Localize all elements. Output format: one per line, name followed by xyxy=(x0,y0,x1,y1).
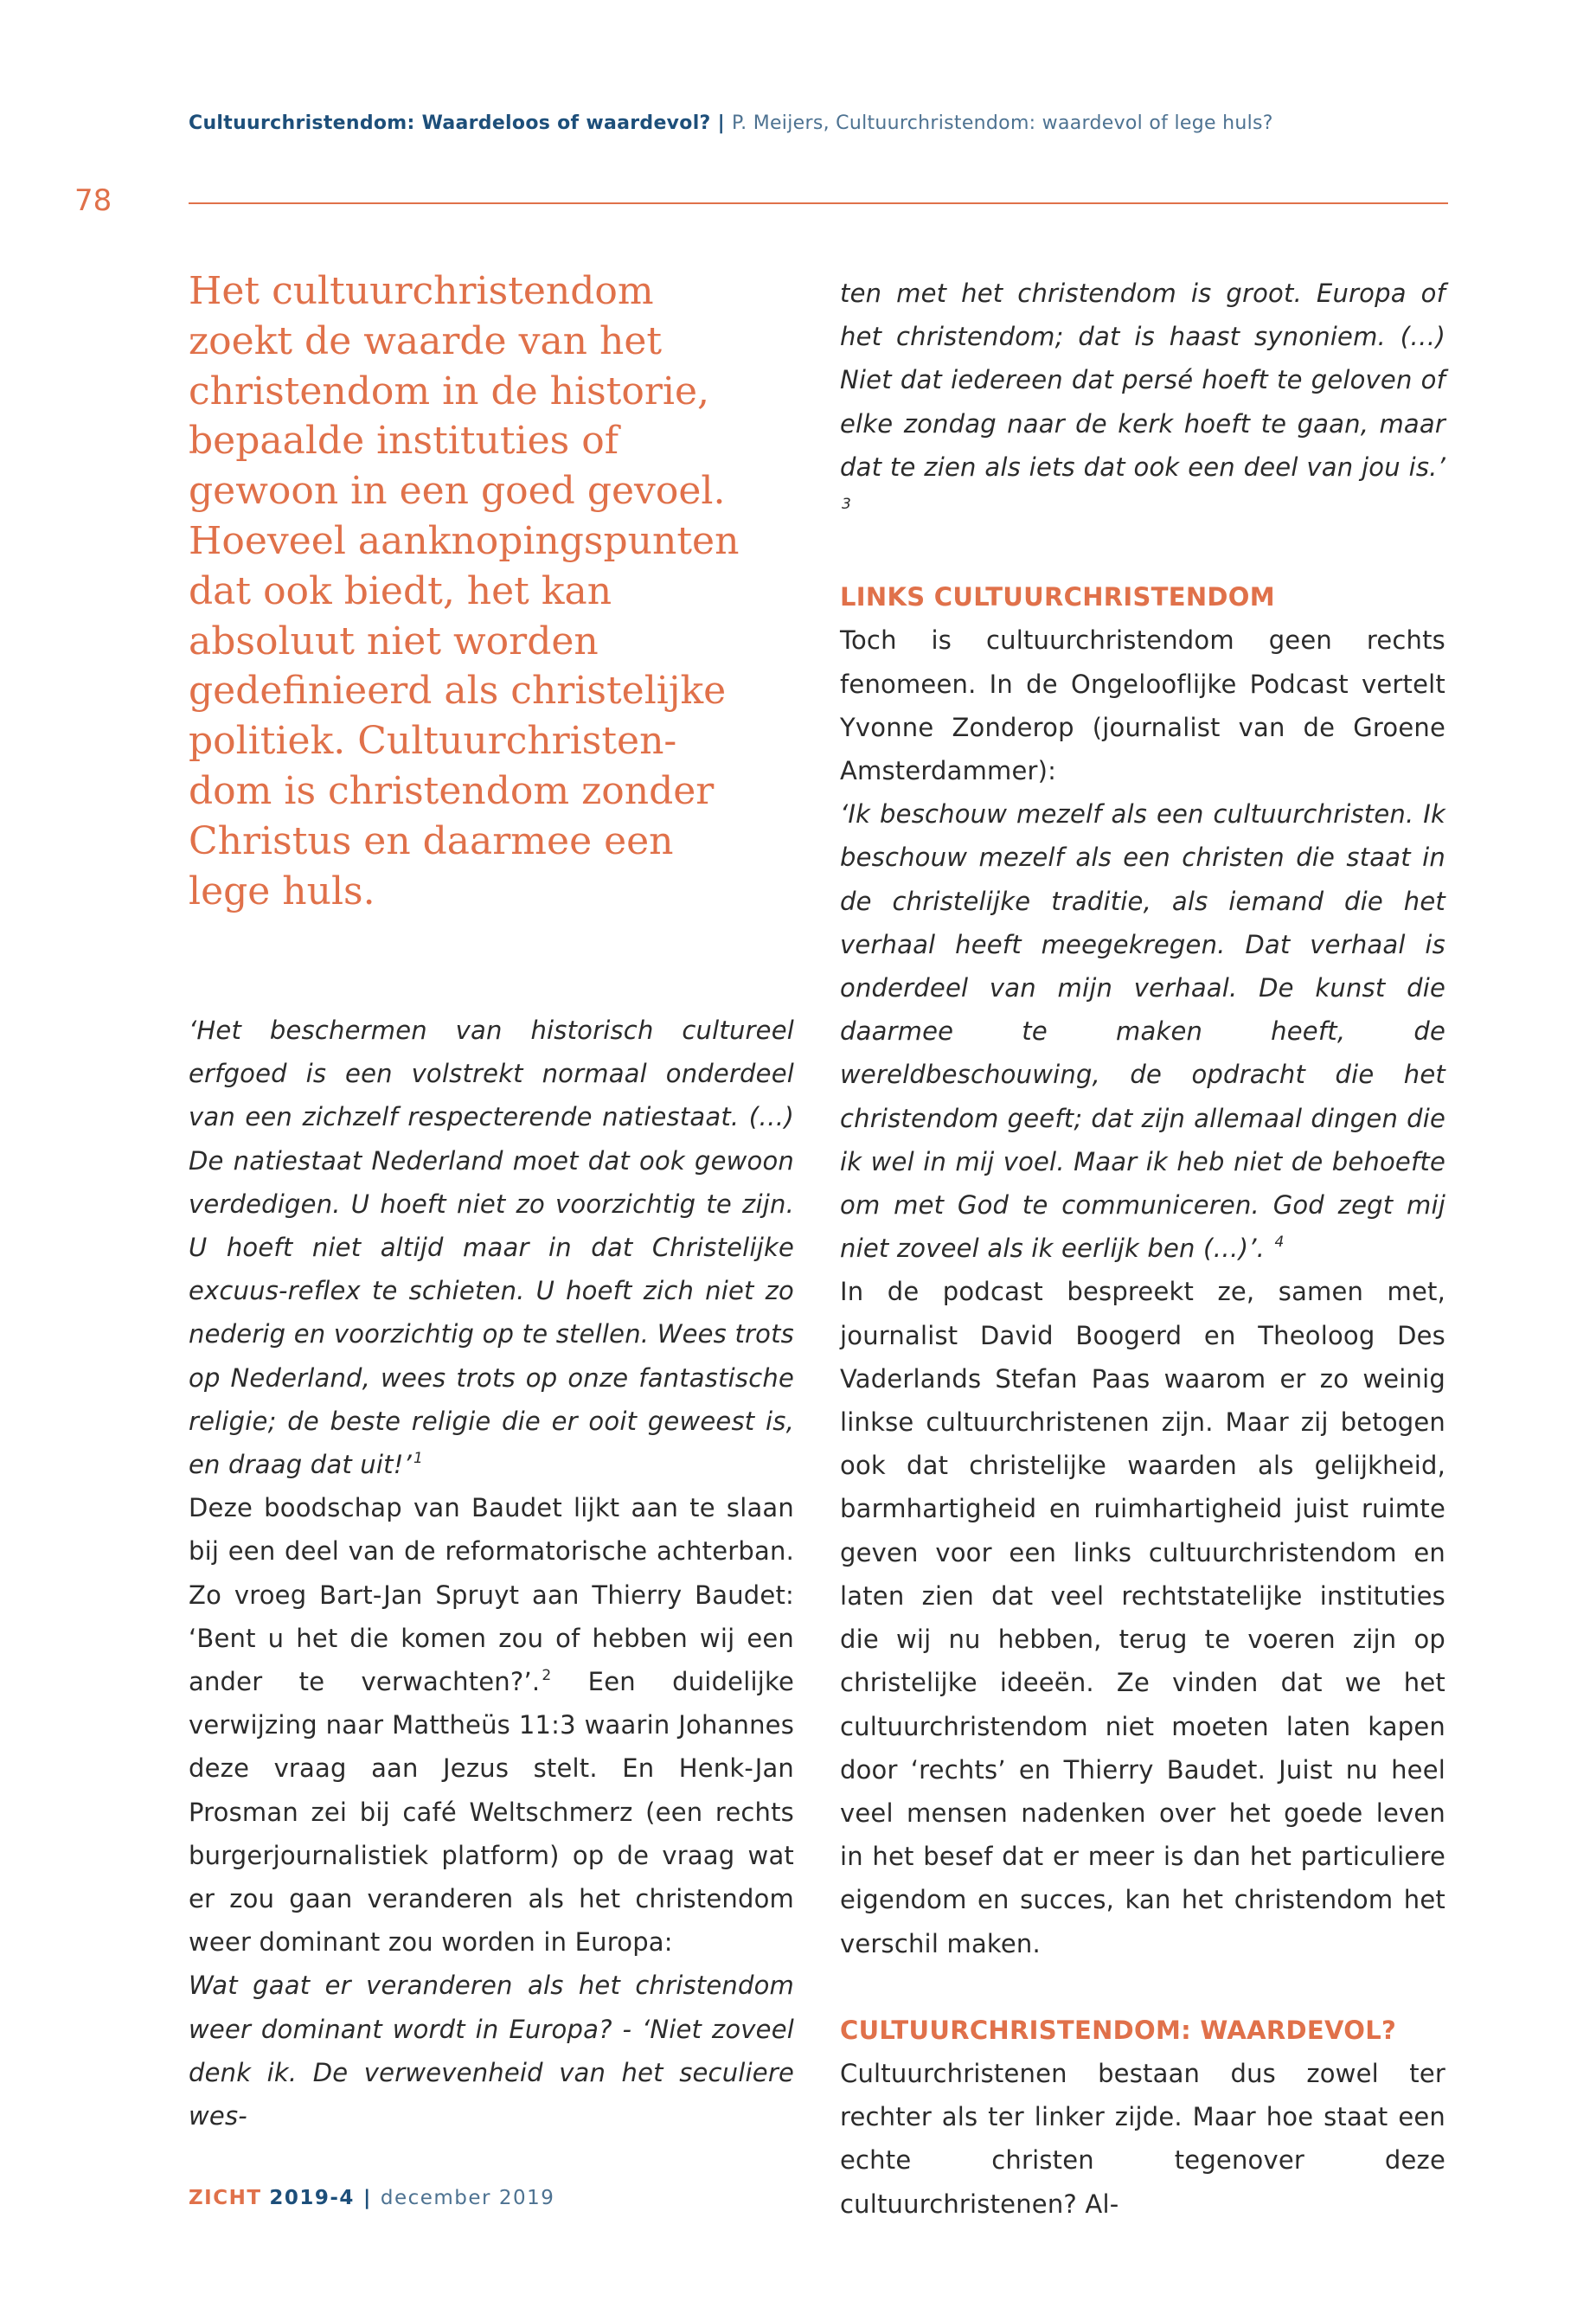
baudet-quote-text: ‘Het beschermen van historisch cultureel erfgoed is een volstrekt normaal onderdeel van een zichzelf respecterende natiestaat. (…) De natiestaat Nederland moet dat ook gewoon verdedigen. U hoeft niet zo voorzichtig te zijn. U hoeft niet altijd maar in dat Christelijke excuus-reflex te schieten. U hoeft zich niet zo nederig en voorzichtig op te stellen. Wees trots op Nederland, wees trots op onze fantastische religie; de beste religie die er ooit geweest is, en draag dat uit!’ xyxy=(189,1016,794,1480)
section-heading-links: LINKS CULTUURCHRISTENDOM xyxy=(840,582,1275,612)
footer-separator: | xyxy=(362,2187,372,2209)
footnote-ref-2: 2 xyxy=(542,1667,552,1685)
zonderop-quote xyxy=(840,792,1445,1270)
page-number: 78 xyxy=(74,183,112,218)
quote-text: ‘Ik beschouw mezelf als een cultuurchristen. Ik beschouw mezelf als een christen die staat in de christelijke traditie, als iemand die het verhaal heeft meegekregen. Dat verhaal is onderdeel van mijn verhaal. De kunst die daarmee te maken heeft, de wereldbeschouwing, de opdracht die het christendom geeft; dat zijn allemaal dingen die ik wel in mij voel. Maar ik heb niet de behoefte om met God te communiceren. God zegt mij niet zoveel als ik eerlijk ben (…)’. xyxy=(840,799,1445,1264)
footnote-ref-1: 1 xyxy=(413,1450,423,1468)
baudet-quote xyxy=(189,1009,794,1486)
quote-text: ten met het christendom is groot. Europa of het christendom; dat is haast synoniem. (…) Niet dat iedereen dat persé hoeft te geloven of elke zondag naar de kerk hoeft te gaan, maar dat te zien als iets dat ook een deel van jou is.’ xyxy=(840,279,1445,482)
prosman-quote-continued xyxy=(840,272,1445,532)
running-header xyxy=(189,112,1434,134)
body-text: Deze boodschap van Baudet lijkt aan te slaan bij een deel van de reformatorische achterban. Zo vroeg Bart-Jan Spruyt aan Thierry Baudet: ‘Bent u het die komen zou of hebben wij een ander te verwachten?’. xyxy=(189,1493,794,1697)
magazine-title: Cultuurchristendom: Waardeloos of waardevol? xyxy=(189,112,711,134)
footnote-ref-4: 4 xyxy=(1274,1234,1285,1252)
footer-issue: 2019-4 xyxy=(269,2187,355,2209)
header-divider xyxy=(189,202,1448,204)
pull-quote: Het cultuurchristendom zoekt de waarde van het christendom in de historie, bepaalde instituties of gewoon in een goed gevoel. Hoeveel aanknopingspunten dat ook biedt, het kan absoluut niet worden gedefinieerd als christelijke politiek. Cultuurchristen- dom is christendom zonder Christus en daarmee een lege huls. xyxy=(189,269,740,913)
prosman-quote: Wat gaat er veranderen als het christendom weer dominant wordt in Europa? - ‘Niet zoveel denk ik. De verwevenheid van het seculiere wes- xyxy=(189,1971,794,2131)
body-paragraph xyxy=(189,1486,794,1964)
footer-brand: ZICHT xyxy=(189,2187,262,2209)
body-paragraph: In de podcast bespreekt ze, samen met, journalist David Boogerd en Theoloog Des Vaderlands Stefan Paas waarom er zo weinig linkse cultuurchristenen zijn. Maar zij betogen ook dat christelijke waarden als gelijkheid, barmhartigheid en ruimhartigheid juist ruimte geven voor een links cultuurchristendom en laten zien dat veel rechtstatelijke instituties die wij nu hebben, terug te voeren zijn op christelijke ideeën. Ze vinden dat we het cultuurchristendom niet moeten laten kapen door ‘rechts’ en Thierry Baudet. Juist nu heel veel mensen nadenken over het goede leven in het besef dat er meer is dan het particuliere eigendom en succes, kan het christendom het verschil maken. xyxy=(840,1277,1445,1958)
body-paragraph: Toch is cultuurchristendom geen rechts fenomeen. In de Ongelooflijke Podcast vertelt Yvonne Zonderop (journalist van de Groene Amsterdammer): xyxy=(840,625,1445,786)
header-separator: | xyxy=(717,112,725,134)
section-heading-waardevol: CULTUURCHRISTENDOM: WAARDEVOL? xyxy=(840,2015,1397,2045)
footnote-ref-3: 3 xyxy=(842,496,852,514)
body-text: Een duidelijke verwijzing naar Mattheüs 11:3 waarin Johannes deze vraag aan Jezus stelt. En Henk-Jan Prosman zei bij café Weltschmerz (een rechts burgerjournalistiek platform) op de vraag wat er zou gaan veranderen als het christendom weer dominant zou worden in Europa: xyxy=(189,1667,794,1958)
article-reference: P. Meijers, Cultuurchristendom: waardevol of lege huls? xyxy=(731,112,1273,134)
body-paragraph: Cultuurchristenen bestaan dus zowel ter rechter als ter linker zijde. Maar hoe staat een echte christen tegenover deze cultuurchristenen? Al- xyxy=(840,2058,1445,2219)
left-column xyxy=(189,1009,794,2138)
footer-date: december 2019 xyxy=(380,2187,555,2209)
right-column xyxy=(840,272,1445,2226)
page-footer xyxy=(189,2187,554,2209)
